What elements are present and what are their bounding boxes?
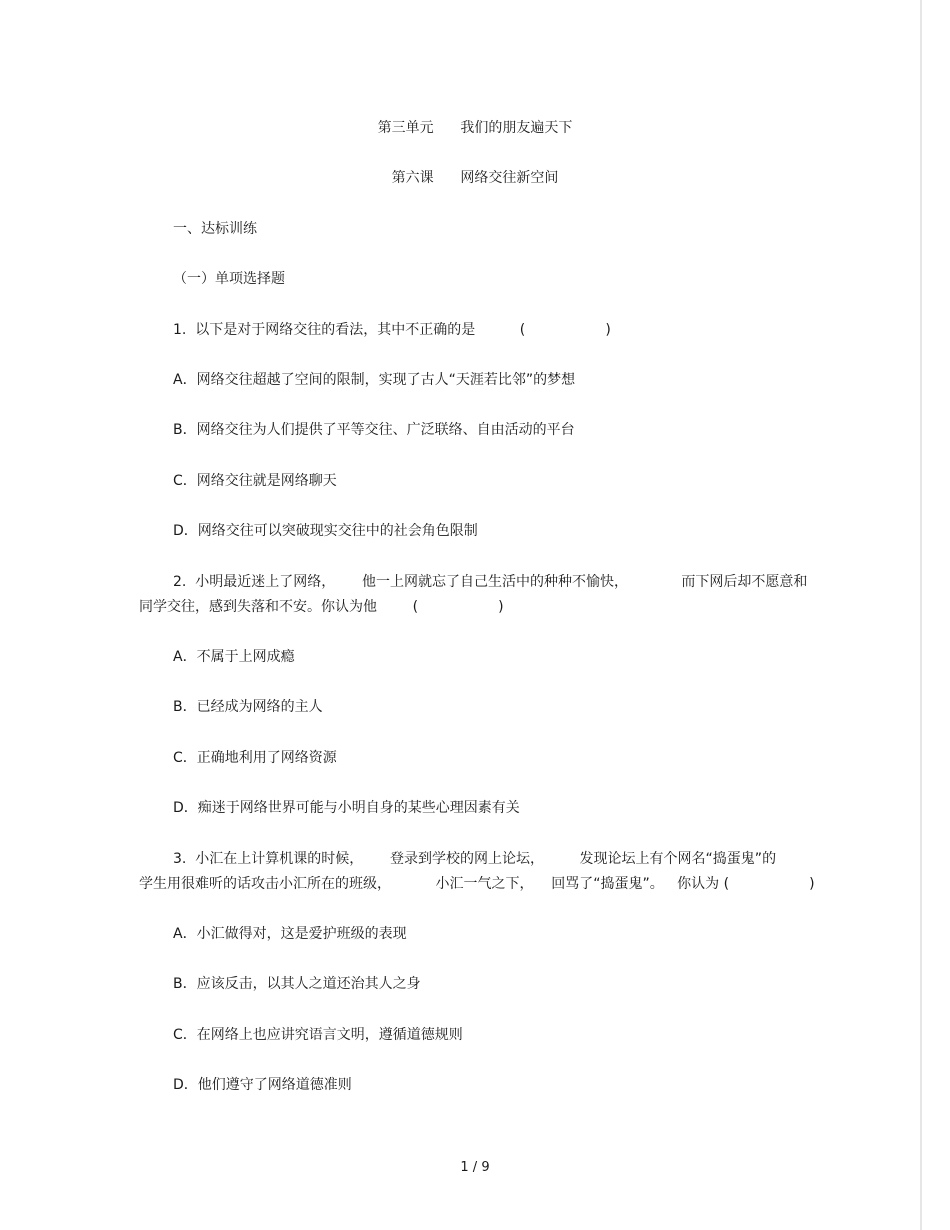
question-2-stem-line-2: 同学交往，感到失落和不安。你认为他 ( ) — [139, 599, 504, 615]
subsection-heading: （一）单项选择题 — [173, 271, 285, 287]
question-3-option-b: B．应该反击，以其人之道还治其人之身 — [173, 976, 421, 992]
question-1-option-b: B．网络交往为人们提供了平等交往、广泛联络、自由活动的平台 — [173, 422, 575, 438]
question-3-option-a: A．小汇做得对，这是爱护班级的表现 — [173, 926, 407, 942]
unit-title: 第三单元 我们的朋友遍天下 — [377, 120, 573, 136]
question-1-option-d: D．网络交往可以突破现实交往中的社会角色限制 — [173, 523, 478, 539]
question-3-option-c: C．在网络上也应讲究语言文明，遵循道德规则 — [173, 1027, 463, 1043]
question-1-stem: 1. 以下是对于网络交往的看法，其中不正确的是 ( ) — [173, 322, 611, 338]
question-3-stem-line-1: 3. 小汇在上计算机课的时候， 登录到学校的网上论坛， 发现论坛上有个网名“捣蛋鬼”的 — [173, 851, 777, 867]
question-2-option-a: A．不属于上网成瘾 — [173, 649, 295, 665]
question-3-option-d: D．他们遵守了网络道德准则 — [173, 1077, 352, 1093]
question-2-option-b: B．已经成为网络的主人 — [173, 699, 323, 715]
lesson-title: 第六课 网络交往新空间 — [391, 170, 559, 186]
question-2-stem-line-1: 2. 小明最近迷上了网络， 他一上网就忘了自己生活中的种种不愉快， 而下网后却不愿意和 — [173, 574, 808, 590]
question-1-option-a: A．网络交往超越了空间的限制，实现了古人“天涯若比邻”的梦想 — [173, 372, 576, 388]
page-edge-divider — [920, 0, 922, 1230]
question-1-option-c: C．网络交往就是网络聊天 — [173, 473, 337, 489]
page-indicator: 1 / 9 — [460, 1160, 490, 1175]
question-3-stem-line-2: 学生用很难听的话攻击小汇所在的班级， 小汇一气之下， 回骂了“捣蛋鬼”。 你认为 ( ) — [139, 876, 815, 892]
section-heading: 一、达标训练 — [173, 221, 257, 237]
question-2-option-c: C．正确地利用了网络资源 — [173, 750, 337, 766]
question-2-option-d: D．痴迷于网络世界可能与小明自身的某些心理因素有关 — [173, 800, 520, 816]
